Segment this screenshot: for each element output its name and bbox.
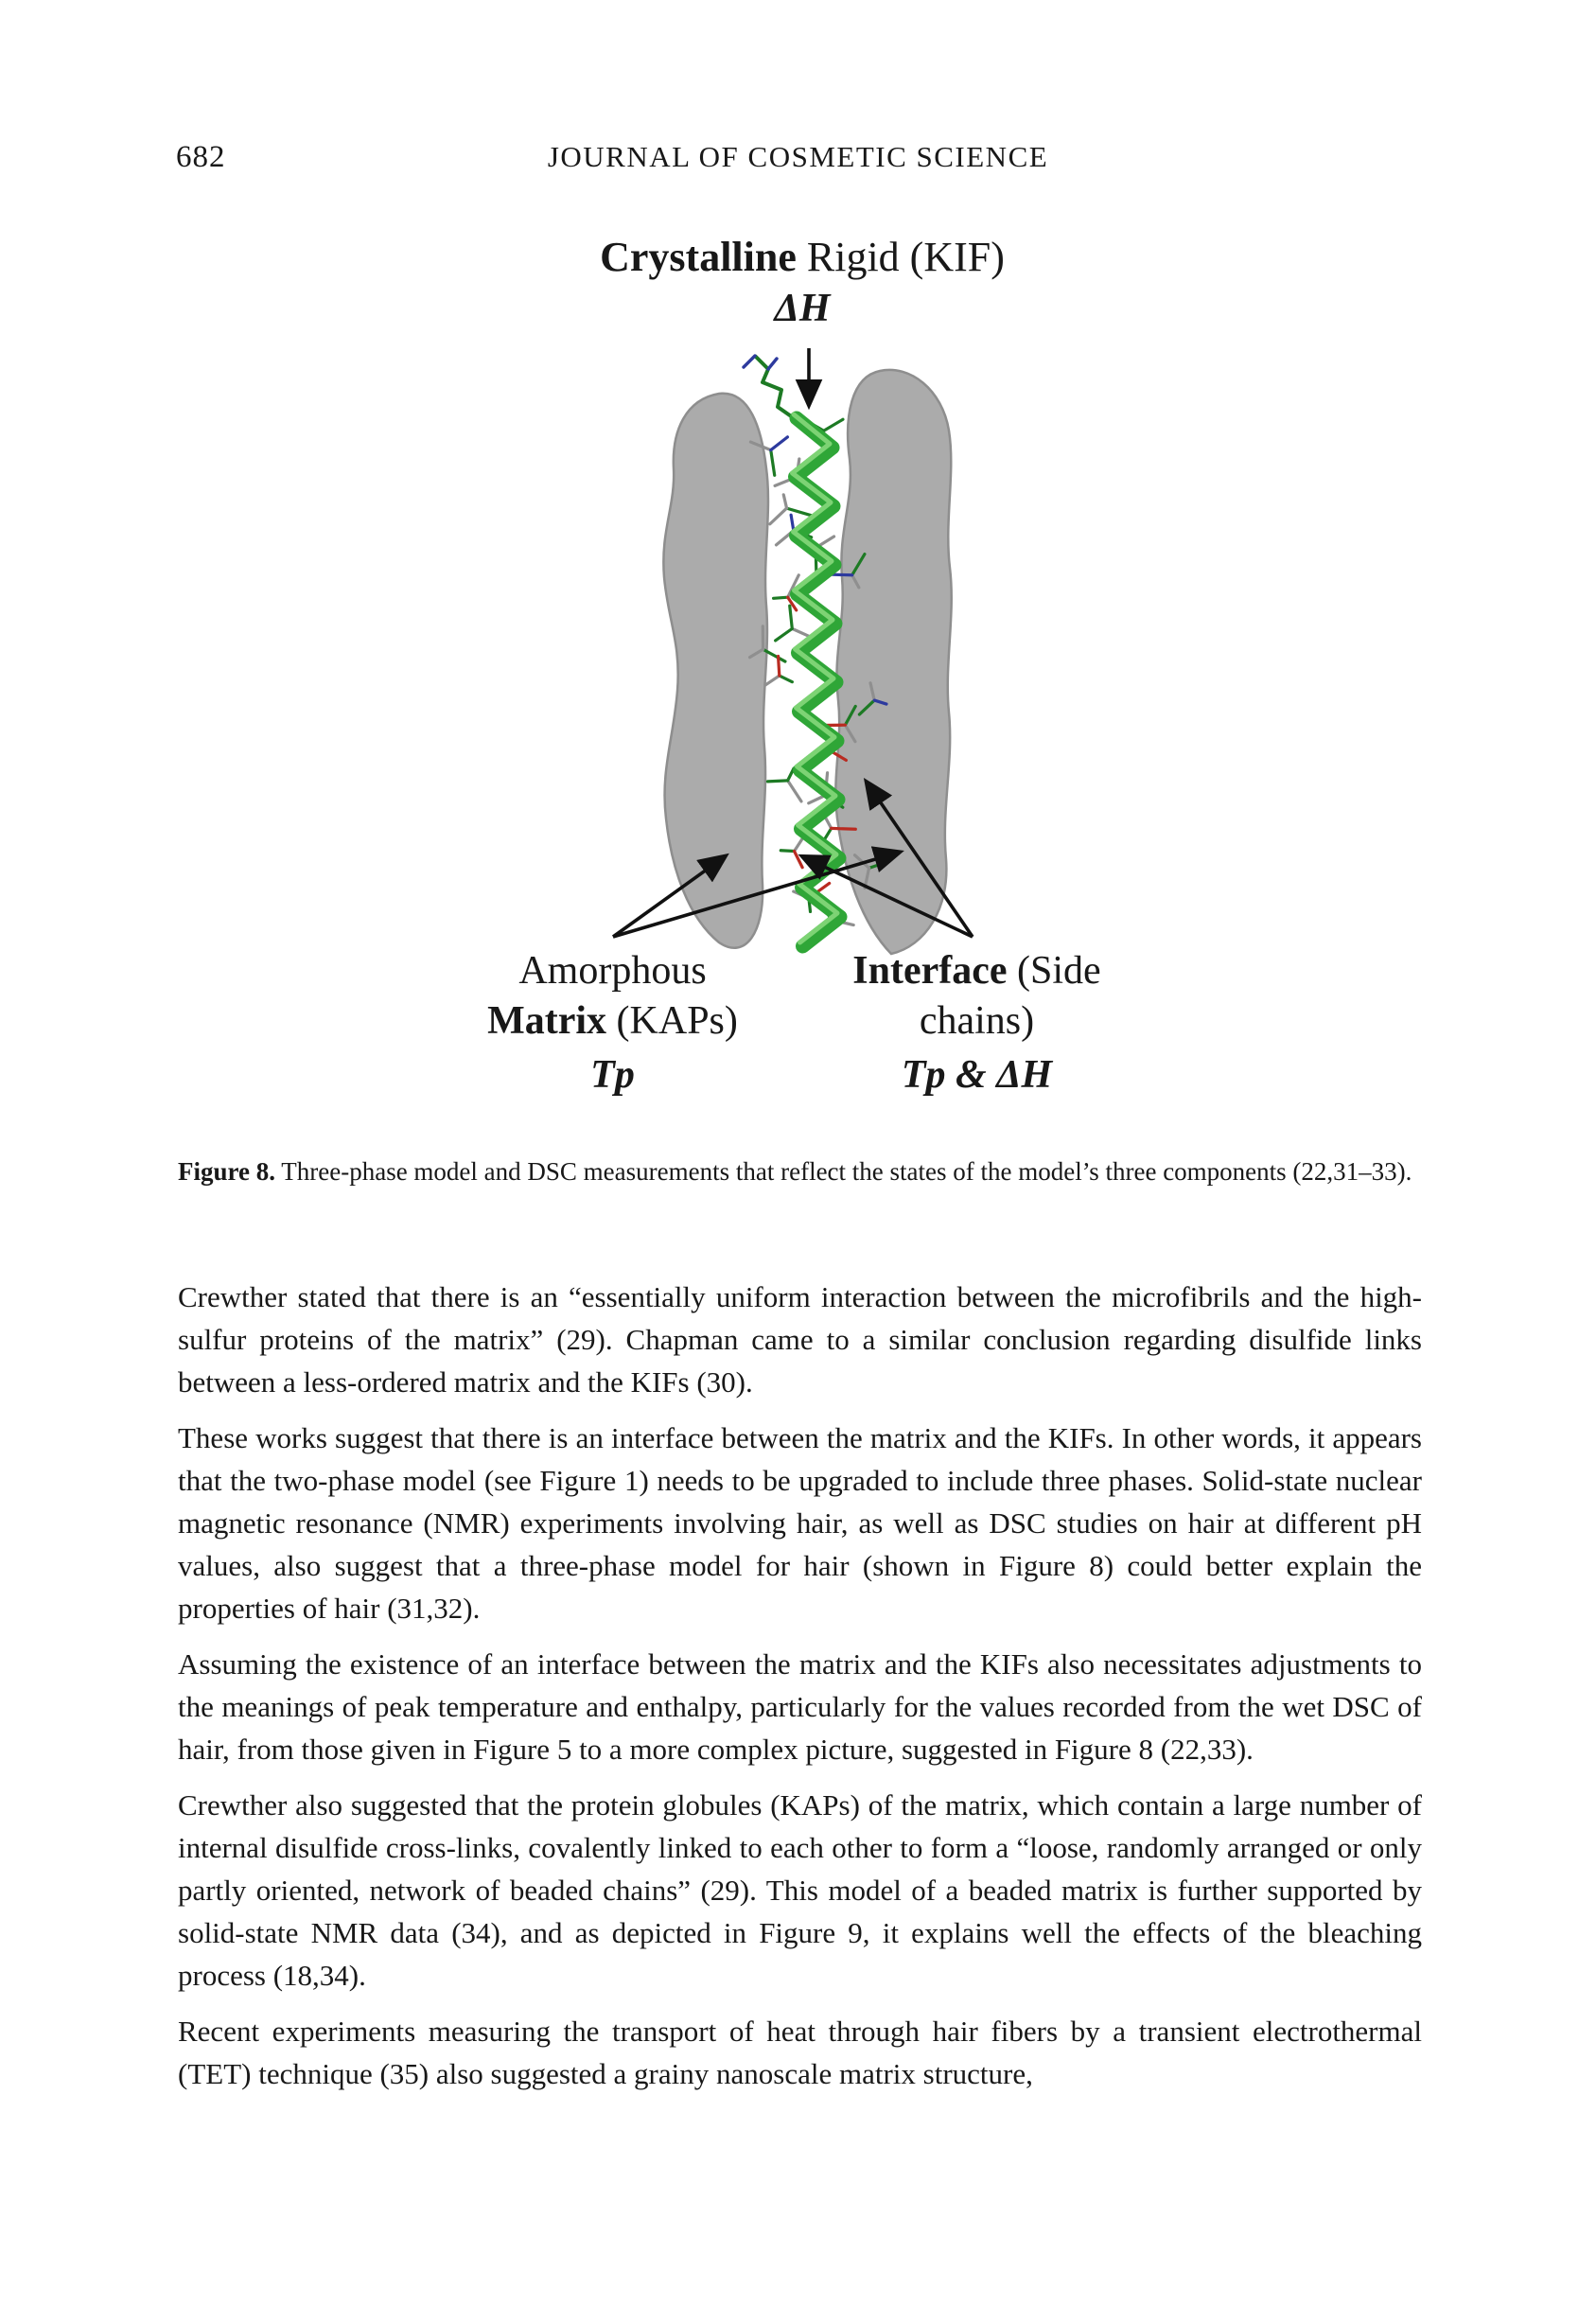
three-phase-model-graphic: [530, 341, 1097, 1012]
interface-label: [814, 946, 1140, 1100]
figure-caption-label: Figure 8.: [178, 1157, 275, 1186]
paragraph: These works suggest that there is an interface between the matrix and the KIFs. In other words, it appears that the two-phase model (see Figure 1) needs to be upgraded to include three phases. Solid-state nuclear magnetic resonance (NMR) experiments involving hair, as well as DSC studies on hair at different pH values, also suggest that a three-phase model for hair (shown in Figure 8) could better explain the properties of hair (31,32).: [178, 1421, 1422, 1625]
article-body: [178, 1276, 1422, 2108]
figure-title: [518, 233, 1086, 281]
interface-label-rest: (Side: [1007, 949, 1101, 993]
paragraph: Crewther stated that there is an “essentially uniform interaction between the microfibrils and the high-sulfur proteins of the matrix” (29). Chapman came to a similar conclusion regarding disulfide links between a less-ordered matrix and the KIFs (30).: [178, 1280, 1422, 1399]
figure-caption: [178, 1153, 1422, 1190]
matrix-label: [468, 946, 757, 1100]
matrix-label-rest: (KAPs): [606, 999, 738, 1043]
matrix-label-line1: Amorphous: [518, 949, 707, 993]
paragraph: Recent experiments measuring the transport of heat through hair fibers by a transient electrothermal (TET) technique (35) also suggested a grainy nanoscale matrix structure,: [178, 2015, 1422, 2090]
page-number: 682: [176, 140, 226, 174]
matrix-label-bold: Matrix: [487, 999, 607, 1043]
interface-tp-dh-symbol: Tp & ΔH: [901, 1053, 1053, 1097]
matrix-tp-symbol: Tp: [590, 1053, 635, 1097]
figure-title-rest: Rigid (KIF): [796, 234, 1005, 280]
paragraph: Crewther also suggested that the protein globules (KAPs) of the matrix, which contain a large number of internal disulfide cross-links, covalently linked to each other to form a “loose, randomly arranged or only partly oriented, network of beaded chains” (29). This model of a beaded matrix is further supported by solid-state NMR data (34), and as depicted in Figure 9, it explains well the effects of the bleaching process (18,34).: [178, 1788, 1422, 1992]
interface-label-bold: Interface: [852, 949, 1008, 993]
journal-title: JOURNAL OF COSMETIC SCIENCE: [547, 140, 1049, 173]
delta-h-symbol: ΔH: [774, 287, 831, 330]
paragraph: Assuming the existence of an interface between the matrix and the KIFs also necessitates adjustments to the meanings of peak temperature and enthalpy, particularly for the values recorded from the wet DSC of hair, from those given in Figure 5 to a more complex picture, suggested in Figure 8 (22,33).: [178, 1647, 1422, 1766]
interface-label-line2: chains): [919, 999, 1035, 1043]
figure-caption-text: Three-phase model and DSC measurements that reflect the states of the model’s three components (22,31–33).: [275, 1157, 1412, 1186]
figure-title-bold: Crystalline: [600, 234, 797, 280]
